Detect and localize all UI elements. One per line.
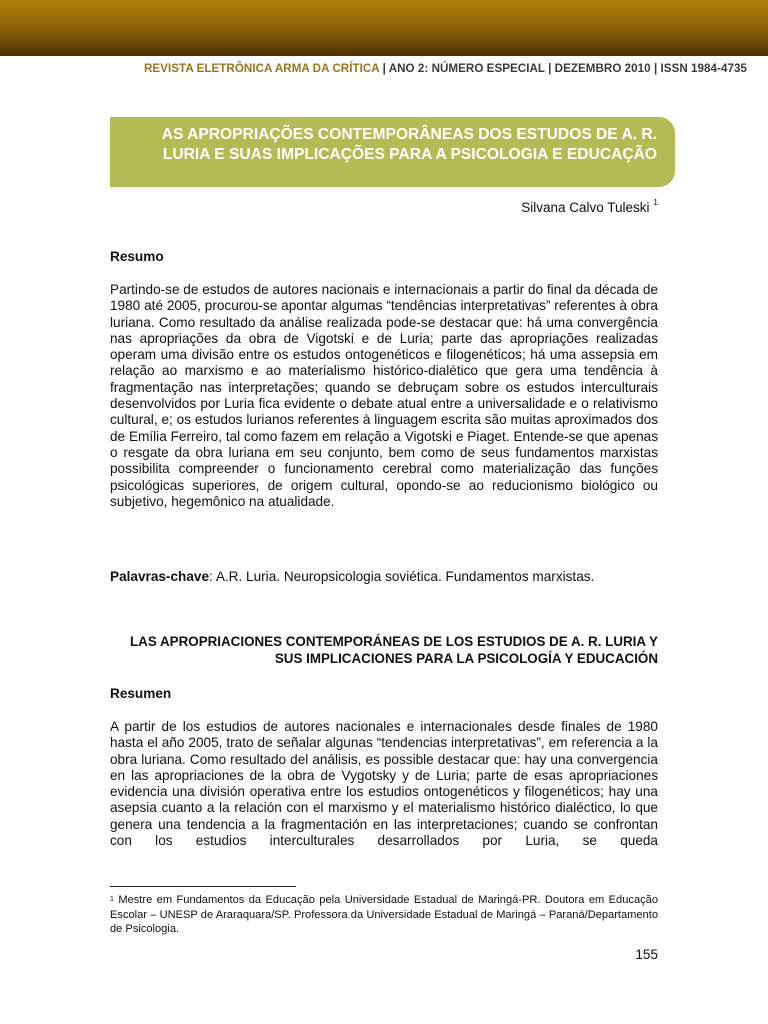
article-title: AS APROPRIAÇÕES CONTEMPORÂNEAS DOS ESTUDOS DE A. R. LURIA E SUAS IMPLICAÇÕES PARA A PSICOLOGIA E EDUCAÇÃO	[161, 126, 657, 163]
spanish-title: LAS APROPRIACIONES CONTEMPORÁNEAS DE LOS ESTUDIOS DE A. R. LURIA Y SUS IMPLICACIONES PARA LA PSICOLOGÍA Y EDUCACIÓN	[130, 634, 658, 666]
keywords	[110, 569, 658, 585]
journal-name: REVISTA ELETRÔNICA ARMA DA CRÍTICA	[144, 62, 380, 75]
author-line	[521, 197, 658, 215]
resumen-heading: Resumen	[110, 686, 172, 701]
header-bar	[0, 0, 768, 56]
keywords-label: Palavras-chave	[110, 569, 210, 584]
footnote-marker: 1	[110, 896, 114, 903]
title-banner	[110, 117, 675, 187]
footnote-text: Mestre em Fundamentos da Educação pela Universidade Estadual de Maringá-PR. Doutora em Educação Escolar – UNESP de Araraquara/SP. Professora da Universidade Estadual de Maringá – Paraná/Departamento de Psicologia.	[110, 894, 658, 935]
page-number: 155	[635, 947, 658, 962]
author-footnote-marker: 1	[653, 197, 658, 207]
author-name: Silvana Calvo Tuleski	[521, 200, 650, 215]
keywords-text: : A.R. Luria. Neuropsicologia soviética. Fundamentos marxistas.	[209, 569, 595, 584]
footnote	[110, 893, 658, 937]
journal-header	[144, 62, 764, 75]
resumo-body: Partindo-se de estudos de autores nacionais e internacionais a partir do final da década de 1980 até 2005, procurou-se apontar algumas “tendências interpretativas” referentes à obra luriana. Como resultado da análise realizada pode-se destacar que: há uma convergência nas apropriações da obra de Vigotski e de Luria; parte das apropriações realizadas operam uma divisão entre os estudos ontogenéticos e filogenéticos; há uma assepsia em relação ao marxismo e ao materialismo histórico-dialético que gera uma tendência à fragmentação nas interpretações; quando se debruçam sobre os estudos interculturais desenvolvidos por Luria fica evidente o debate atual entre a universalidade e o relativismo cultural, e; os estudos lurianos referentes à linguagem escrita são muitas aproximados dos de Emília Ferreiro, tal como fazem em relação a Vigotski e Piaget. Entende-se que apenas o resgate da obra luriana em seu conjunto, bem como de seus fundamentos marxistas possibilita compreender o funcionamento cerebral como materialização das funções psicológicas superiores, de origem cultural, opondo-se ao reducionismo biológico ou subjetivo, hegemônico na atualidade.	[110, 282, 658, 509]
footnote-divider	[110, 886, 296, 887]
issue-info: | ANO 2: NÚMERO ESPECIAL | DEZEMBRO 2010 | ISSN 1984-4735	[379, 62, 747, 75]
resumen-body: A partir de los estudios de autores nacionales e internacionales desde finales de 1980 hasta el año 2005, trato de señalar algunas “tendencias interpretativas”, em referencia a la obra luriana. Como resultado del análisis, es possible destacar que: hay una convergencia en las apropriaciones de la obra de Vygotsky y de Luria; parte de esas apropriaciones evidencia una división operativa entre los estudios ontogenéticos y filogenéticos; hay una asepsia cuanto a la relación con el marxismo y el materialismo histórico dialéctico, lo que genera una tendencia a la fragmentación en las interpretaciones; cuando se confrontan con los estudios interculturales desarrollados por Luria, se queda	[110, 719, 658, 849]
resumo-heading: Resumo	[110, 249, 164, 264]
